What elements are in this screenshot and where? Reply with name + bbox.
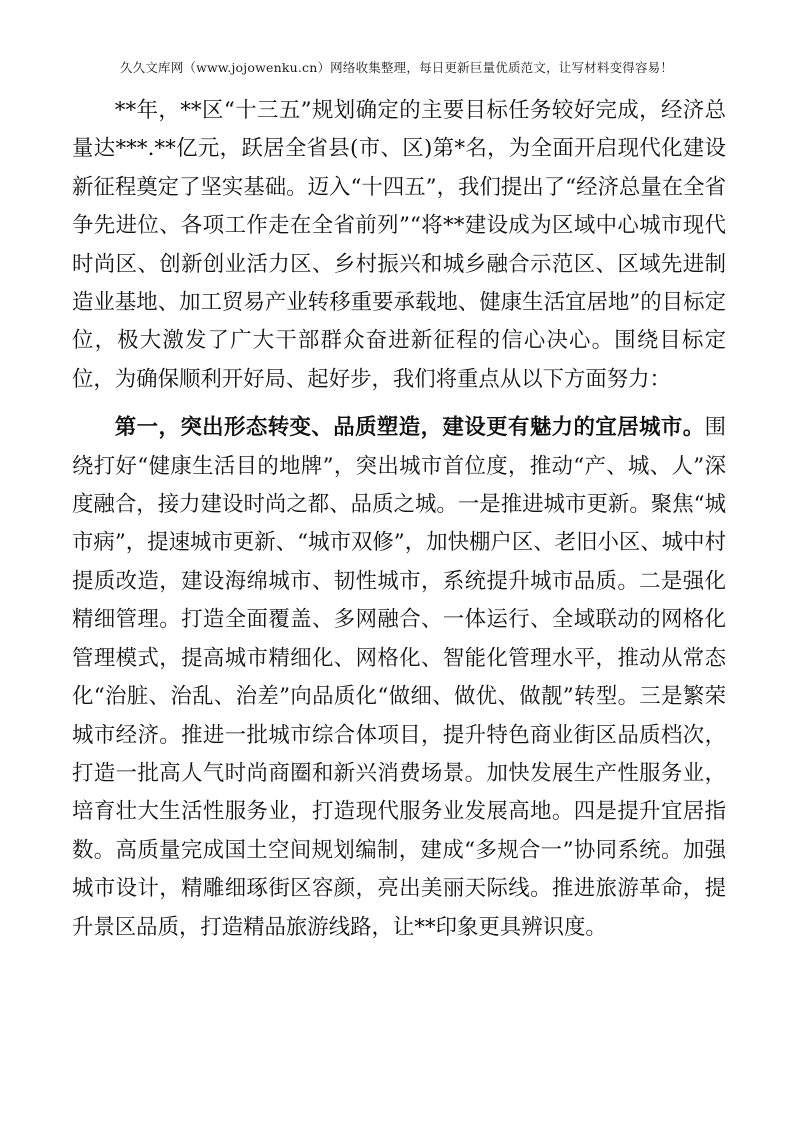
document-body: [72, 92, 726, 947]
paragraph-first-point-text: 围绕打好“健康生活目的地牌”，突出城市首位度，推动“产、城、人”深度融合，接力建设时尚之都、品质之城。一是推进城市更新。聚焦“城市病”，提速城市更新、“城市双修”，加快棚户区、老旧小区、城中村提质改造，建设海绵城市、韧性城市，系统提升城市品质。二是强化精细管理。打造全面覆盖、多网融合、一体运行、全域联动的网格化管理模式，提高城市精细化、网格化、智能化管理水平，推动从常态化“治脏、治乱、治差”向品质化“做细、做优、做靓”转型。三是繁荣城市经济。推进一批城市综合体项目，提升特色商业街区品质档次，打造一批高人气时尚商圈和新兴消费场景。加快发展生产性服务业，培育壮大生活性服务业，打造现代服务业发展高地。四是提升宜居指数。高质量完成国土空间规划编制，建成“多规合一”协同系统。加强城市设计，精雕细琢街区容颜，亮出美丽天际线。推进旅游革命，提升景区品质，打造精品旅游线路，让**印象更具辨识度。: [72, 415, 726, 940]
paragraph-first-point: [72, 409, 726, 947]
page-header: 久久文库网（www.jojowenku.cn）网络收集整理，每日更新巨量优质范文，让写材料变得容易！: [119, 60, 674, 75]
paragraph-heading: 第一，突出形态转变、品质塑造，建设更有魅力的宜居城市。: [114, 415, 705, 441]
paragraph-intro-text: **年，**区“十三五”规划确定的主要目标任务较好完成，经济总量达***.**亿元，跃居全省县(市、区)第*名，为全面开启现代化建设新征程奠定了坚实基础。迈入“十四五”，我们提出了“经济总量在全省争先进位、各项工作走在全省前列”“将**建设成为区域中心城市现代时尚区、创新创业活力区、乡村振兴和城乡融合示范区、区域先进制造业基地、加工贸易产业转移重要承载地、健康生活宜居地”的目标定位，极大激发了广大干部群众奋进新征程的信心决心。围绕目标定位，为确保顺利开好局、起好步，我们将重点从以下方面努力：: [72, 98, 726, 392]
paragraph-intro: [72, 92, 726, 399]
